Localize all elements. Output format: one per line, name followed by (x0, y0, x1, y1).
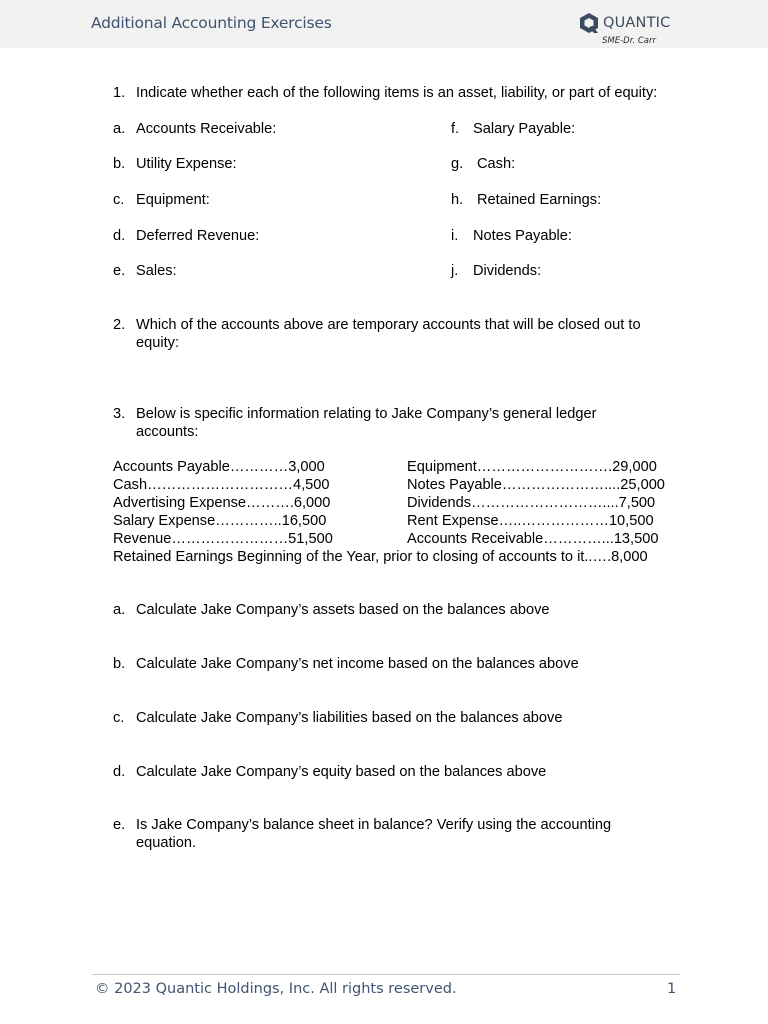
item-marker: h. (451, 192, 464, 208)
item-label: Utility Expense: (136, 156, 237, 172)
subquestion-marker: c. (113, 710, 125, 726)
ledger-entry: Rent Expense…..………………10,500 (407, 513, 654, 529)
question-prompt: Indicate whether each of the following items is an asset, liability, or part of equity: (136, 85, 658, 101)
quantic-logo (579, 12, 679, 46)
ledger-entry: Advertising Expense……….6,000 (113, 495, 331, 511)
ledger-entry: Accounts Payable…………3,000 (113, 459, 325, 475)
item-marker: a. (113, 121, 126, 137)
ledger-entry: Accounts Receivable…………...13,500 (407, 531, 659, 547)
item-label: Notes Payable: (473, 228, 572, 244)
subquestion-marker: b. (113, 656, 126, 672)
ledger-entry: Equipment……………………….29,000 (407, 459, 657, 475)
quantic-logo-icon (579, 12, 599, 36)
item-marker: e. (113, 263, 126, 279)
item-label: Deferred Revenue: (136, 228, 260, 244)
page-header (0, 0, 768, 48)
question-prompt-line: accounts: (136, 424, 199, 440)
subquestion-text-line: Is Jake Company’s balance sheet in balance? Verify using the accounting (136, 817, 612, 833)
item-label: Salary Payable: (473, 121, 576, 137)
subquestion-text: Calculate Jake Company’s net income based on the balances above (136, 656, 579, 672)
question-number: 3. (113, 406, 126, 422)
logo-subtitle: SME-Dr. Carr (602, 36, 656, 46)
ledger-entry: Notes Payable…………………....25,000 (407, 477, 665, 493)
ledger-entry: Salary Expense…………..16,500 (113, 513, 327, 529)
question-number: 2. (113, 317, 126, 333)
item-marker: i. (451, 228, 459, 244)
ledger-entry: Dividends………………………....7,500 (407, 495, 656, 511)
subquestion-text-line: equation. (136, 835, 197, 851)
item-marker: g. (451, 156, 464, 172)
subquestion-marker: a. (113, 602, 126, 618)
item-marker: b. (113, 156, 126, 172)
item-label: Equipment: (136, 192, 210, 208)
item-marker: d. (113, 228, 126, 244)
item-label: Accounts Receivable: (136, 121, 277, 137)
item-marker: f. (451, 121, 460, 137)
item-label: Sales: (136, 263, 177, 279)
ledger-entry: Cash…………………………4,500 (113, 477, 330, 493)
subquestion-text: Calculate Jake Company’s equity based on the balances above (136, 764, 547, 780)
item-label: Cash: (477, 156, 516, 172)
item-label: Dividends: (473, 263, 542, 279)
question-prompt-line: equity: (136, 335, 179, 351)
copyright-notice: © 2023 Quantic Holdings, Inc. All rights reserved. (95, 981, 457, 997)
page-number: 1 (667, 981, 677, 997)
subquestion-text: Calculate Jake Company’s assets based on the balances above (136, 602, 550, 618)
question-prompt-line: Below is specific information relating to Jake Company’s general ledger (136, 406, 597, 422)
logo-wordmark: QUANTIC (603, 15, 671, 31)
question-number: 1. (113, 85, 126, 101)
subquestion-marker: d. (113, 764, 126, 780)
ledger-entry: Revenue……………………51,500 (113, 531, 333, 547)
ledger-entry-retained-earnings: Retained Earnings Beginning of the Year, prior to closing of accounts to it..….8,000 (113, 549, 648, 565)
item-marker: c. (113, 192, 125, 208)
question-prompt-line: Which of the accounts above are temporary accounts that will be closed out to (136, 317, 641, 333)
subquestion-marker: e. (113, 817, 126, 833)
item-label: Retained Earnings: (477, 192, 602, 208)
document-title: Additional Accounting Exercises (91, 14, 332, 32)
item-marker: j. (451, 263, 459, 279)
footer-divider (92, 974, 680, 975)
subquestion-text: Calculate Jake Company’s liabilities based on the balances above (136, 710, 563, 726)
